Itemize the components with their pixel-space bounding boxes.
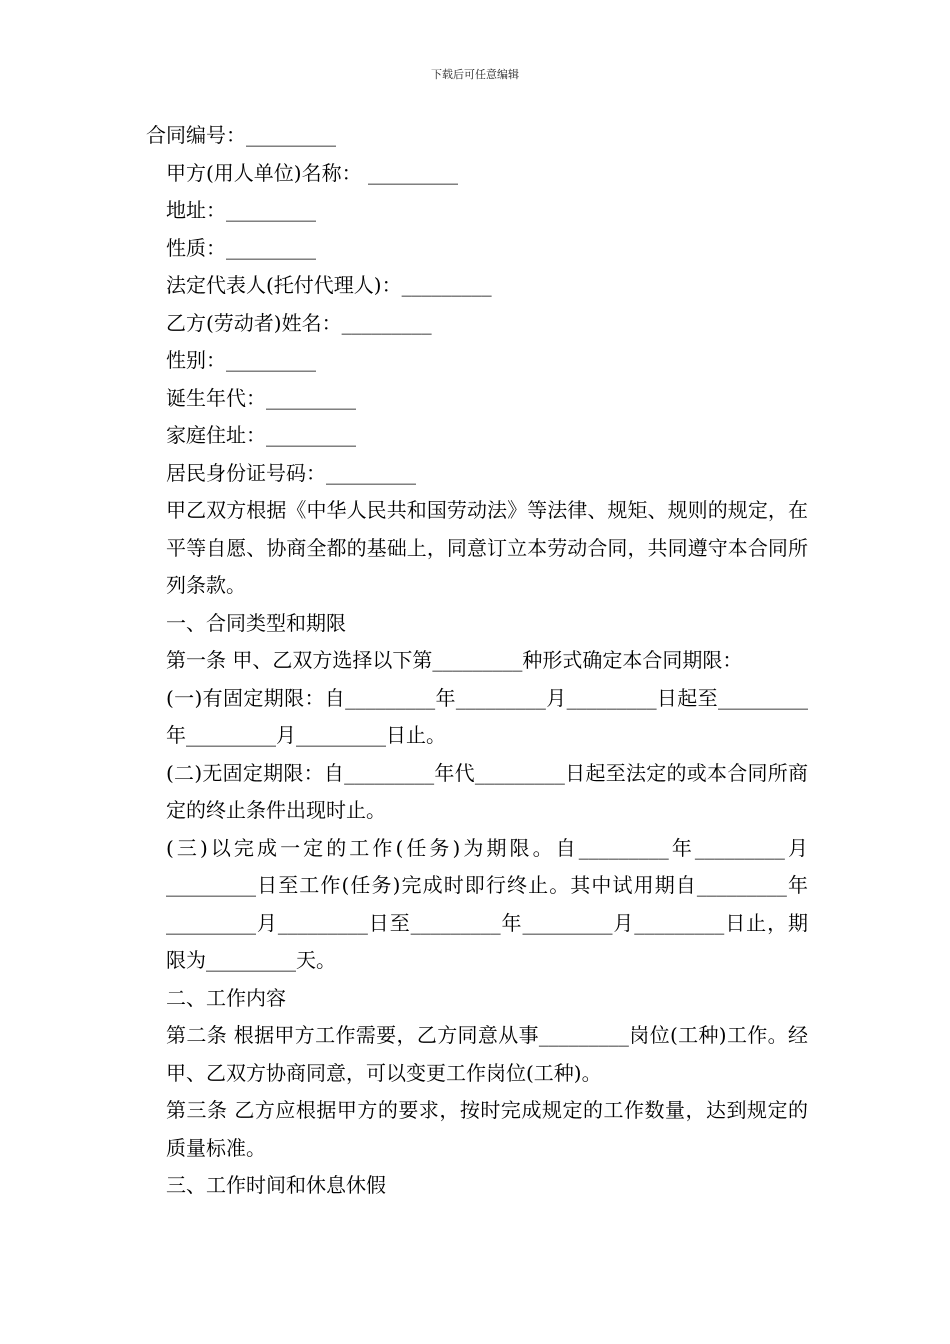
article-1: 第一条 甲、乙双方选择以下第_________种形式确定本合同期限： [166,648,743,672]
contract-body [146,117,808,1205]
intro-paragraph: 甲乙双方根据《中华人民共和国劳动法》等法律、规矩、规则的规定，在平等自愿、协商全都的基础上，同意订立本劳动合同，共同遵守本合同所列条款。 [166,498,808,597]
id-number-line: 居民身份证号码：_________ [166,460,416,485]
term-task-paragraph: (三)以完成一定的工作(任务)为期限。自_________年_________月_________日至工作(任务)完成时即行终止。其中试用期自_________年_________月_________日至_________年_________月_________日止，期限为_________天。 [166,835,808,972]
party-a-name-line: 甲方(用人单位)名称： _________ [166,160,458,185]
section-1-title: 一、合同类型和期限 [166,610,346,635]
section-3-title: 三、工作时间和休息休假 [166,1173,386,1197]
legal-representative-line: 法定代表人(托付代理人)：_________ [166,273,492,297]
article-2: 第二条 根据甲方工作需要，乙方同意从事_________岗位(工种)工作。经甲、乙双方协商同意，可以变更工作岗位(工种)。 [166,1023,808,1085]
term-fixed-paragraph: (一)有固定期限：自_________年_________月_________日起至_________年_________月_________日止。 [166,685,808,747]
header-note: 下载后可任意编辑 [431,68,519,81]
gender-line: 性别：_________ [166,348,316,372]
home-address-line: 家庭住址：_________ [166,423,356,447]
party-b-name-line: 乙方(劳动者)姓名：_________ [166,310,432,335]
article-3: 第三条 乙方应根据甲方的要求，按时完成规定的工作数量，达到规定的质量标准。 [166,1098,808,1160]
contract-number-line: 合同编号：_________ [146,123,336,147]
term-open-paragraph: (二)无固定期限：自_________年代_________日起至法定的或本合同所商定的终止条件出现时止。 [166,760,808,822]
address-line: 地址：_________ [166,198,316,222]
section-2-title: 二、工作内容 [166,985,286,1010]
nature-line: 性质：_________ [166,235,316,260]
birth-line: 诞生年代：_________ [166,385,356,410]
